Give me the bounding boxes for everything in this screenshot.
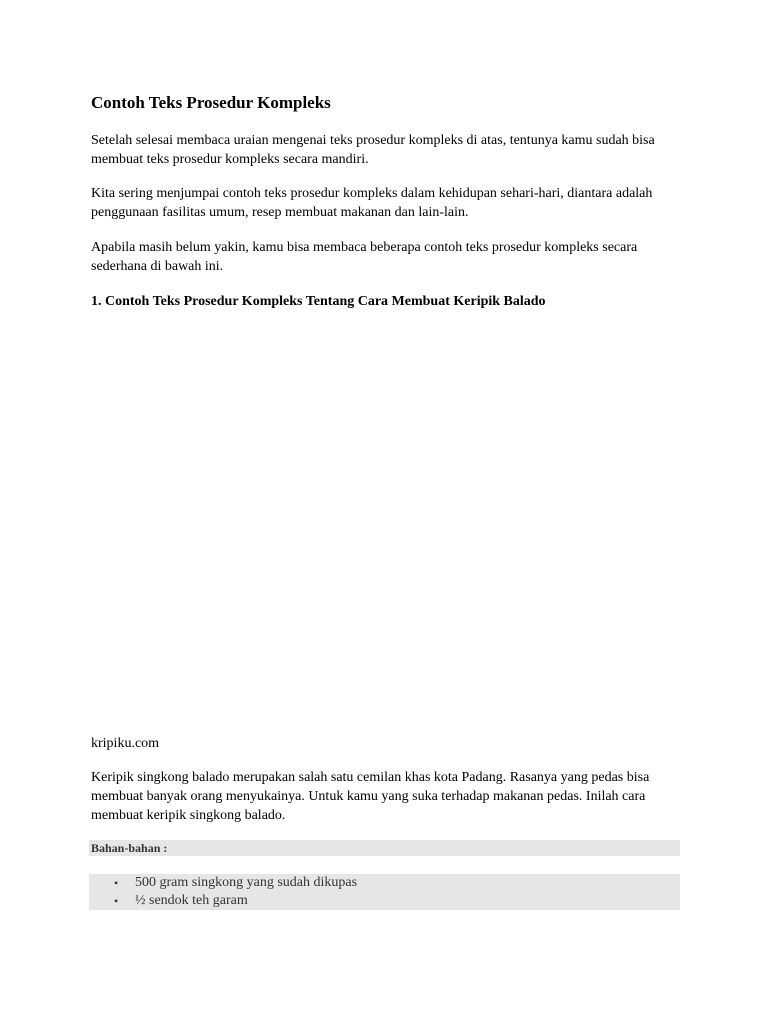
paragraph-examples: Kita sering menjumpai contoh teks prosedur kompleks dalam kehidupan sehari-hari, diantara adalah penggunaan fasilitas umum, resep membuat makanan dan lain-lain.	[91, 186, 653, 220]
image-area	[91, 322, 681, 717]
paragraph-keripik-intro: Keripik singkong balado merupakan salah satu cemilan khas kota Padang. Rasanya yang pedas bisa membuat banyak orang menyukainya. Untuk kamu yang suka terhadap makanan pedas. Inilah cara membuat keripik singkong balado.	[91, 770, 650, 823]
ingredient-text: 500 gram singkong yang sudah dikupas	[135, 875, 358, 890]
page-title: Contoh Teks Prosedur Kompleks	[91, 93, 331, 112]
image-caption: kripiku.com	[91, 736, 160, 751]
list-item	[89, 892, 680, 910]
ingredients-label: Bahan-bahan :	[91, 841, 168, 855]
paragraph-invitation: Apabila masih belum yakin, kamu bisa membaca beberapa contoh teks prosedur kompleks secara sederhana di bawah ini.	[91, 240, 638, 274]
section-heading: 1. Contoh Teks Prosedur Kompleks Tentang Cara Membuat Keripik Balado	[91, 294, 546, 309]
paragraph-intro: Setelah selesai membaca uraian mengenai teks prosedur kompleks di atas, tentunya kamu sudah bisa membuat teks prosedur kompleks secara mandiri.	[91, 133, 655, 167]
bullet-icon: •	[114, 876, 119, 890]
ingredient-text: ½ sendok teh garam	[135, 893, 248, 908]
ingredients-list	[89, 874, 680, 910]
list-item	[89, 874, 680, 892]
ingredients-label-bar	[89, 840, 680, 856]
bullet-icon: •	[114, 894, 119, 908]
